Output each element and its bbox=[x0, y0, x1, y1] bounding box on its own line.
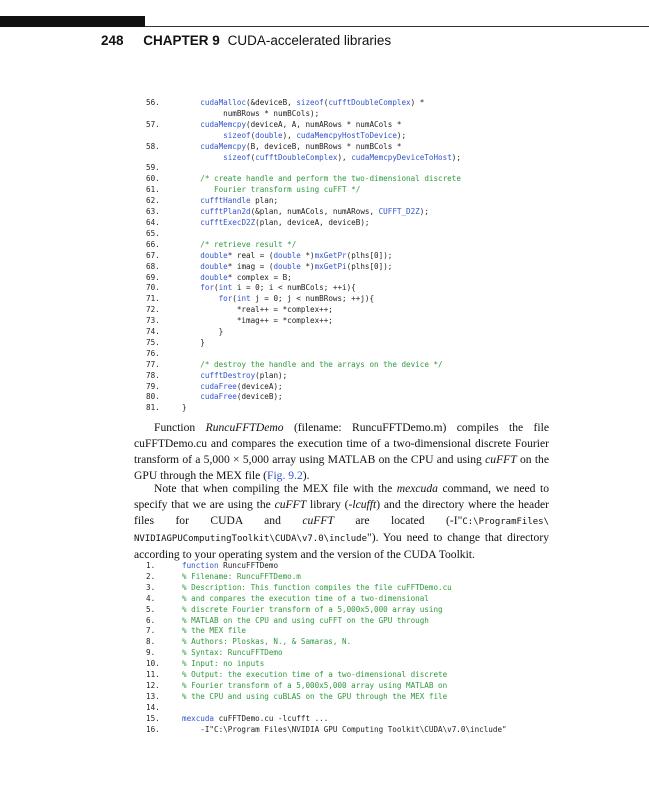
code-token: (plhs[0]); bbox=[346, 250, 393, 260]
line-number: 81. bbox=[146, 403, 160, 413]
code-line bbox=[146, 251, 461, 262]
code-token bbox=[182, 207, 200, 216]
line-number: 1. bbox=[146, 561, 156, 570]
code-token: double bbox=[273, 261, 301, 271]
code-token: % and compares the execution time of a two-dimensional bbox=[182, 593, 429, 603]
code-line bbox=[146, 109, 461, 120]
line-number: 56. bbox=[146, 98, 160, 107]
code-token: } bbox=[182, 327, 224, 337]
code-token: numBRows * numBCols); bbox=[182, 108, 320, 118]
text-run: on the GPU through the MEX file ( bbox=[134, 453, 549, 482]
code-token: /* retrieve result */ bbox=[200, 239, 297, 249]
code-token: sizeof bbox=[223, 130, 251, 140]
code-token: *real++ = *complex++; bbox=[182, 305, 333, 315]
code-line bbox=[146, 294, 461, 305]
code-line bbox=[146, 229, 461, 240]
code-line bbox=[146, 163, 461, 174]
code-token: int bbox=[236, 294, 251, 304]
code-token: % Input: no inputs bbox=[182, 659, 265, 669]
line-number: 8. bbox=[146, 637, 156, 647]
code-line bbox=[146, 120, 461, 131]
code-token: i = 0; i < numBCols; ++i){ bbox=[232, 283, 356, 293]
code-token bbox=[182, 240, 200, 249]
code-line bbox=[146, 360, 461, 371]
code-line bbox=[146, 626, 507, 637]
code-token: mxGetPr bbox=[314, 250, 347, 260]
code-token: (deviceB); bbox=[236, 392, 283, 402]
code-line bbox=[146, 648, 507, 659]
code-line bbox=[146, 283, 461, 294]
line-number: 64. bbox=[146, 217, 160, 227]
line-number: 73. bbox=[146, 316, 160, 326]
line-number: 60. bbox=[146, 174, 160, 184]
code-token: } bbox=[182, 337, 205, 347]
text-run: library ( bbox=[306, 498, 349, 511]
code-line bbox=[146, 262, 461, 273]
line-number: 68. bbox=[146, 261, 160, 271]
line-number: 58. bbox=[146, 141, 160, 151]
code-token bbox=[182, 251, 200, 260]
code-line bbox=[146, 142, 461, 153]
line-number: 57. bbox=[146, 119, 160, 129]
line-number: 71. bbox=[146, 294, 160, 304]
code-token bbox=[182, 98, 200, 107]
code-token: ); bbox=[451, 152, 461, 162]
code-token: cufftDoubleComplex bbox=[255, 152, 338, 162]
code-line bbox=[146, 572, 507, 583]
code-line bbox=[146, 240, 461, 251]
running-header bbox=[101, 33, 391, 48]
figure-reference[interactable]: Fig. 9.2 bbox=[267, 469, 303, 482]
code-line bbox=[146, 670, 507, 681]
code-token: double bbox=[273, 250, 301, 260]
code-token: ( bbox=[214, 283, 219, 293]
code-line bbox=[146, 273, 461, 284]
line-number: 78. bbox=[146, 370, 160, 380]
line-number: 6. bbox=[146, 615, 156, 625]
code-token: cudaMemcpy bbox=[200, 141, 247, 151]
code-token: * real = ( bbox=[227, 250, 274, 260]
line-number: 69. bbox=[146, 272, 160, 282]
code-token: cufftPlan2d bbox=[200, 207, 251, 217]
code-token: /* create handle and perform the two-dimensional discrete bbox=[200, 174, 461, 184]
code-line bbox=[146, 714, 507, 725]
code-token: % Fourier transform of a 5,000x5,000 array using MATLAB on bbox=[182, 680, 448, 690]
text-run: "). You need to change that directory according to your operating system and the version of the CUDA Toolkit. bbox=[134, 531, 549, 561]
code-token: for bbox=[218, 294, 233, 304]
code-token: (plhs[0]); bbox=[346, 261, 393, 271]
code-line bbox=[146, 692, 507, 703]
code-line bbox=[146, 382, 461, 393]
code-token bbox=[182, 371, 200, 380]
code-line bbox=[146, 185, 461, 196]
code-line bbox=[146, 605, 507, 616]
code-line bbox=[146, 392, 461, 403]
code-token: double bbox=[200, 261, 228, 271]
code-line bbox=[146, 316, 461, 327]
code-token bbox=[182, 382, 200, 391]
text-run: (filename: RuncuFFTDemo.m) compiles the file cuFFTDemo.cu and compares the execution time of a two-dimensional discrete Fourier transform of a 5,000 × 5,000 array using MATLAB on the CPU and using bbox=[134, 421, 549, 466]
code-token: cudaFree bbox=[200, 381, 237, 391]
text-run: cuFFT bbox=[274, 498, 307, 511]
line-number: 80. bbox=[146, 392, 160, 402]
code-line bbox=[146, 207, 461, 218]
code-token: cudaMemcpyHostToDevice bbox=[296, 130, 397, 140]
line-number: 72. bbox=[146, 305, 160, 315]
code-token: ), bbox=[337, 152, 352, 162]
paragraph-mexcuda-note bbox=[134, 481, 549, 563]
line-number: 16. bbox=[146, 724, 160, 734]
code-line bbox=[146, 681, 507, 692]
code-token bbox=[182, 218, 200, 227]
code-token: ( bbox=[250, 152, 256, 162]
code-line bbox=[146, 305, 461, 316]
code-token: (plan); bbox=[255, 370, 288, 380]
line-number: 10. bbox=[146, 659, 160, 669]
code-token: function bbox=[182, 561, 219, 570]
line-number: 63. bbox=[146, 207, 160, 217]
code-token: cufftDestroy bbox=[200, 370, 256, 380]
code-token: cudaMalloc bbox=[200, 98, 247, 107]
code-token: for bbox=[200, 283, 215, 293]
code-token: * imag = ( bbox=[227, 261, 274, 271]
code-line bbox=[146, 218, 461, 229]
code-token: % the CPU and using cuBLAS on the GPU through the MEX file bbox=[182, 691, 448, 701]
code-token: cudaMemcpy bbox=[200, 119, 247, 129]
code-line bbox=[146, 616, 507, 627]
code-token bbox=[182, 360, 200, 369]
line-number: 74. bbox=[146, 327, 160, 337]
code-token: sizeof bbox=[296, 98, 324, 107]
code-token: (deviceA); bbox=[236, 381, 283, 391]
code-token: ( bbox=[250, 130, 256, 140]
code-token: (B, deviceB, numBRows * numBCols * bbox=[246, 141, 402, 151]
code-token: mxGetPi bbox=[314, 261, 347, 271]
text-run: -lcufft bbox=[348, 498, 377, 511]
code-line bbox=[146, 725, 507, 736]
line-number: 4. bbox=[146, 593, 156, 603]
code-line bbox=[146, 659, 507, 670]
code-token bbox=[182, 131, 223, 140]
chapter-title: CUDA-accelerated libraries bbox=[227, 33, 392, 48]
code-token bbox=[182, 174, 200, 183]
code-line bbox=[146, 403, 461, 414]
line-number: 67. bbox=[146, 250, 160, 260]
code-token: (&plan, numACols, numARows, bbox=[250, 207, 379, 217]
code-token: ); bbox=[419, 207, 429, 217]
line-number: 59. bbox=[146, 163, 160, 173]
code-token: % Output: the execution time of a two-dimensional discrete bbox=[182, 670, 448, 680]
line-number: 76. bbox=[146, 348, 160, 358]
code-token: double bbox=[255, 130, 283, 140]
code-token: *imag++ = *complex++; bbox=[182, 316, 333, 326]
code-line bbox=[146, 594, 507, 605]
code-token bbox=[182, 262, 200, 271]
line-number: 75. bbox=[146, 337, 160, 347]
line-number: 12. bbox=[146, 680, 160, 690]
code-line bbox=[146, 703, 507, 714]
code-token: % Description: This function compiles the file cuFFTDemo.cu bbox=[182, 582, 452, 592]
text-run: are located (-I" bbox=[333, 514, 463, 527]
code-token: RuncuFFTDemo bbox=[218, 561, 279, 570]
code-token: cuFFTDemo.cu -lcufft ... bbox=[214, 713, 329, 723]
code-token: * complex = B; bbox=[227, 272, 292, 282]
code-token: double bbox=[200, 272, 228, 282]
code-token: ) * bbox=[410, 98, 425, 107]
code-token: ); bbox=[396, 130, 407, 140]
code-token: % the MEX file bbox=[182, 626, 247, 636]
line-number: 61. bbox=[146, 185, 160, 195]
header-bar bbox=[0, 16, 145, 27]
code-line bbox=[146, 327, 461, 338]
code-token bbox=[182, 196, 200, 205]
code-token bbox=[182, 120, 200, 129]
line-number: 65. bbox=[146, 228, 160, 238]
code-token: double bbox=[200, 250, 228, 260]
code-token: (deviceA, A, numARows * numACols * bbox=[246, 119, 402, 129]
code-token: int bbox=[218, 283, 233, 293]
line-number: 9. bbox=[146, 648, 156, 658]
line-number: 2. bbox=[146, 571, 156, 581]
code-line bbox=[146, 371, 461, 382]
code-token: (plan, deviceA, deviceB); bbox=[255, 217, 370, 227]
code-token: ( bbox=[323, 98, 329, 107]
code-token: % MATLAB on the CPU and using cuFFT on the GPU through bbox=[182, 615, 429, 625]
code-token: % Syntax: RuncuFFTDemo bbox=[182, 648, 283, 658]
code-listing-matlab bbox=[146, 561, 507, 736]
line-number: 79. bbox=[146, 381, 160, 391]
line-number: 77. bbox=[146, 359, 160, 369]
code-token: cufftDoubleComplex bbox=[328, 98, 411, 107]
code-line bbox=[146, 174, 461, 185]
text-run: Note that when compiling the MEX file with the bbox=[154, 482, 397, 495]
text-run: cuFFT bbox=[302, 514, 334, 527]
code-listing-mex bbox=[146, 98, 461, 414]
code-token: mexcuda bbox=[182, 713, 215, 723]
code-token: ( bbox=[232, 294, 237, 304]
code-token: CUFFT_D2Z bbox=[378, 207, 420, 217]
text-run: command, we need to specify that we are using the bbox=[134, 482, 549, 511]
code-line bbox=[146, 583, 507, 594]
code-line bbox=[146, 349, 461, 360]
line-number: 7. bbox=[146, 626, 156, 636]
code-token bbox=[182, 294, 219, 303]
code-token: (&deviceB, bbox=[246, 98, 297, 107]
code-token bbox=[182, 392, 200, 401]
code-token bbox=[182, 153, 223, 162]
line-number: 70. bbox=[146, 283, 160, 293]
code-token: Fourier transform using cuFFT */ bbox=[182, 185, 361, 195]
code-line bbox=[146, 338, 461, 349]
code-line bbox=[146, 637, 507, 648]
text-run: cuFFT bbox=[485, 453, 517, 466]
code-token bbox=[182, 142, 200, 151]
code-token bbox=[182, 273, 200, 282]
code-token: cudaMemcpyDeviceToHost bbox=[351, 152, 452, 162]
line-number: 14. bbox=[146, 702, 160, 712]
text-run: C:\ProgramFiles\ NVIDIAGPUComputingToolkit\CUDA\v7.0\include bbox=[134, 517, 550, 544]
page-number: 248 bbox=[101, 33, 124, 48]
line-number: 11. bbox=[146, 670, 160, 680]
code-token: } bbox=[182, 403, 187, 413]
code-token: cudaFree bbox=[200, 392, 237, 402]
code-token: cufftExecD2Z bbox=[200, 217, 256, 227]
chapter-label: CHAPTER 9 bbox=[143, 33, 220, 48]
code-line bbox=[146, 131, 461, 142]
text-run: RuncuFFTDemo bbox=[205, 421, 284, 434]
code-token: -I"C:\Program Files\NVIDIA GPU Computing Toolkit\CUDA\v7.0\include" bbox=[182, 724, 507, 734]
text-run: ) and the directory where the header files for CUDA and bbox=[134, 498, 549, 527]
line-number: 13. bbox=[146, 691, 160, 701]
code-token: % Filename: RuncuFFTDemo.m bbox=[182, 571, 301, 581]
code-line bbox=[146, 153, 461, 164]
code-line bbox=[146, 98, 461, 109]
code-token: plan; bbox=[250, 196, 279, 206]
line-number: 3. bbox=[146, 582, 156, 592]
line-number: 5. bbox=[146, 604, 156, 614]
line-number: 15. bbox=[146, 713, 160, 723]
code-token: *) bbox=[300, 250, 315, 260]
code-line bbox=[146, 196, 461, 207]
code-token: % Authors: Ploskas, N., & Samaras, N. bbox=[182, 637, 352, 647]
code-token: *) bbox=[300, 261, 315, 271]
code-token: % discrete Fourier transform of a 5,000x5,000 array using bbox=[182, 604, 443, 614]
code-token: /* destroy the handle and the arrays on the device */ bbox=[200, 359, 443, 369]
code-token: sizeof bbox=[223, 152, 251, 162]
text-run: ). bbox=[302, 469, 310, 482]
code-line bbox=[146, 561, 507, 572]
text-run: Function bbox=[154, 421, 206, 434]
header-rule bbox=[145, 26, 649, 27]
code-token: cufftHandle bbox=[200, 196, 251, 206]
paragraph-runcufftdemo bbox=[134, 420, 549, 484]
text-run: mexcuda bbox=[396, 482, 438, 495]
code-token: ), bbox=[282, 130, 297, 140]
line-number: 66. bbox=[146, 239, 160, 249]
line-number: 62. bbox=[146, 196, 160, 206]
code-token: j = 0; j < numBRows; ++j){ bbox=[250, 294, 375, 304]
code-token bbox=[182, 283, 200, 292]
